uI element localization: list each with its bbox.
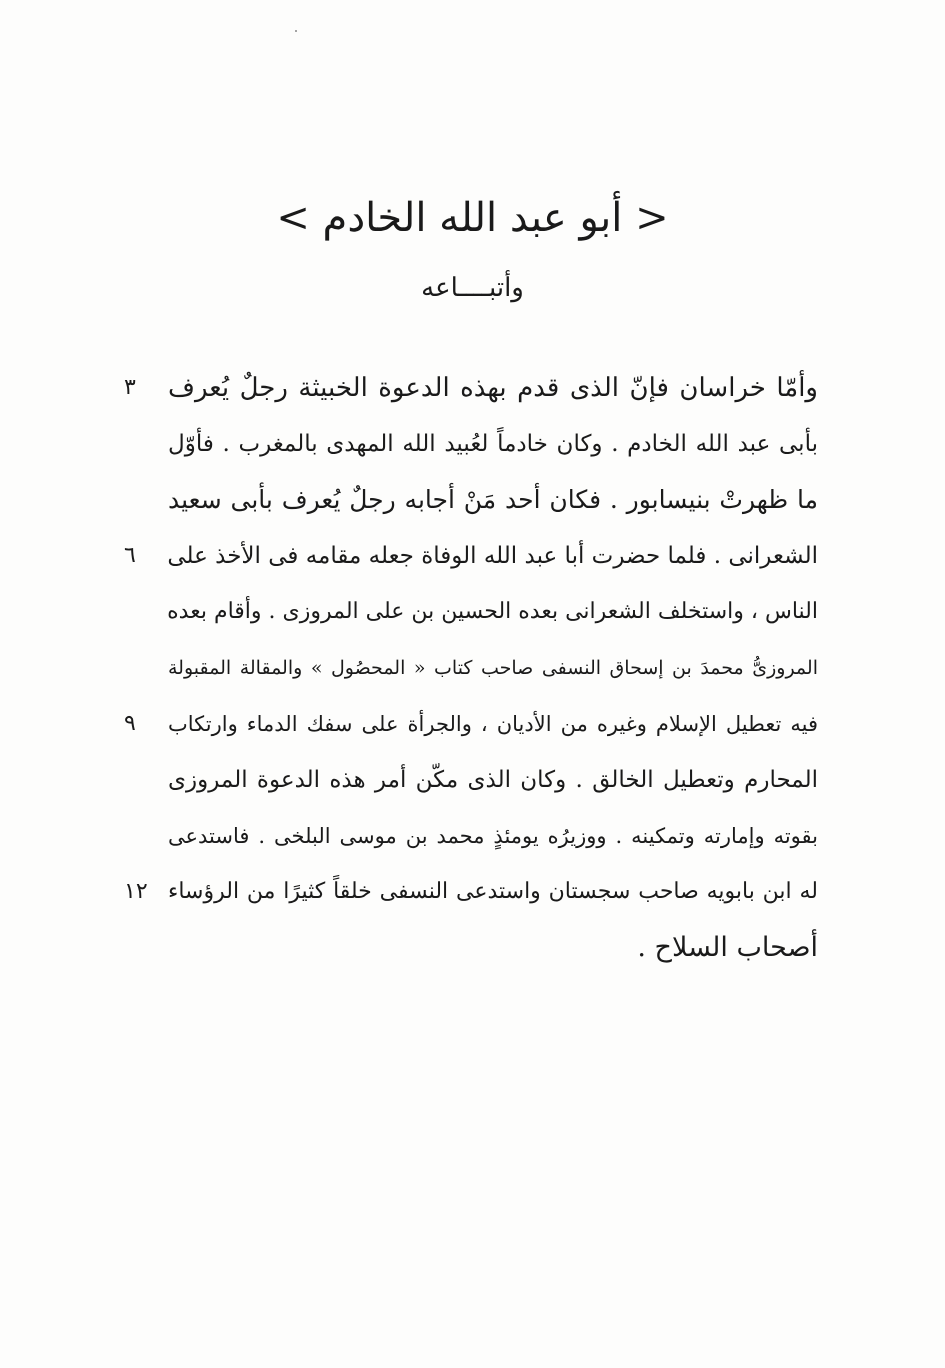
text-line: بأبى عبد الله الخادم . وكان خادماً لعُبيد الله المهدى بالمغرب . فأوّل [168, 431, 818, 457]
section-title: < أبو عبد الله الخادم > [276, 195, 669, 241]
section-subtitle: وأتبــــاعه [421, 273, 524, 303]
text-line: له ابن بابويه صاحب سجستان واستدعى النسفى خلقاً كثيرًا من الرؤساء [168, 879, 818, 904]
text-line: فيه تعطيل الإسلام وغيره من الأديان ، والجرأة على سفك الدماء وارتكاب [168, 712, 818, 736]
text-line: المحارم وتعطيل الخالق . وكان الذى مكّن أمر هذه الدعوة المروزى [168, 767, 818, 793]
line-number-9: ٩ [124, 711, 136, 736]
text-line: وأمّا خراسان فإنّ الذى قدم بهذه الدعوة الخبيثة رجلٌ يُعرف [168, 373, 818, 403]
body-text [168, 360, 818, 976]
text-line: أصحاب السلاح . [637, 932, 818, 963]
page-speck [295, 30, 297, 32]
line-number-3: ٣ [124, 375, 136, 400]
line-number-6: ٦ [124, 543, 136, 568]
text-line: الشعرانى . فلما حضرت أبا عبد الله الوفاة جعله مقامه فى الأخذ على [167, 543, 818, 569]
text-line: الناس ، واستخلف الشعرانى بعده الحسين بن على المروزى . وأقام بعده [167, 599, 818, 624]
text-line: المروزىُّ محمدَ بن إسحاق النسفى صاحب كتاب « المحصُول » والمقالة المقبولة [168, 657, 818, 679]
text-line: ما ظهرتْ بنيسابور . فكان أحد مَنْ أجابه رجلٌ يُعرف بأبى سعيد [168, 485, 818, 514]
line-number-12: ١٢ [124, 879, 148, 904]
text-line: بقوته وإمارته وتمكينه . ووزيرُه يومئذٍ محمد بن موسى البلخى . فاستدعى [168, 824, 818, 848]
